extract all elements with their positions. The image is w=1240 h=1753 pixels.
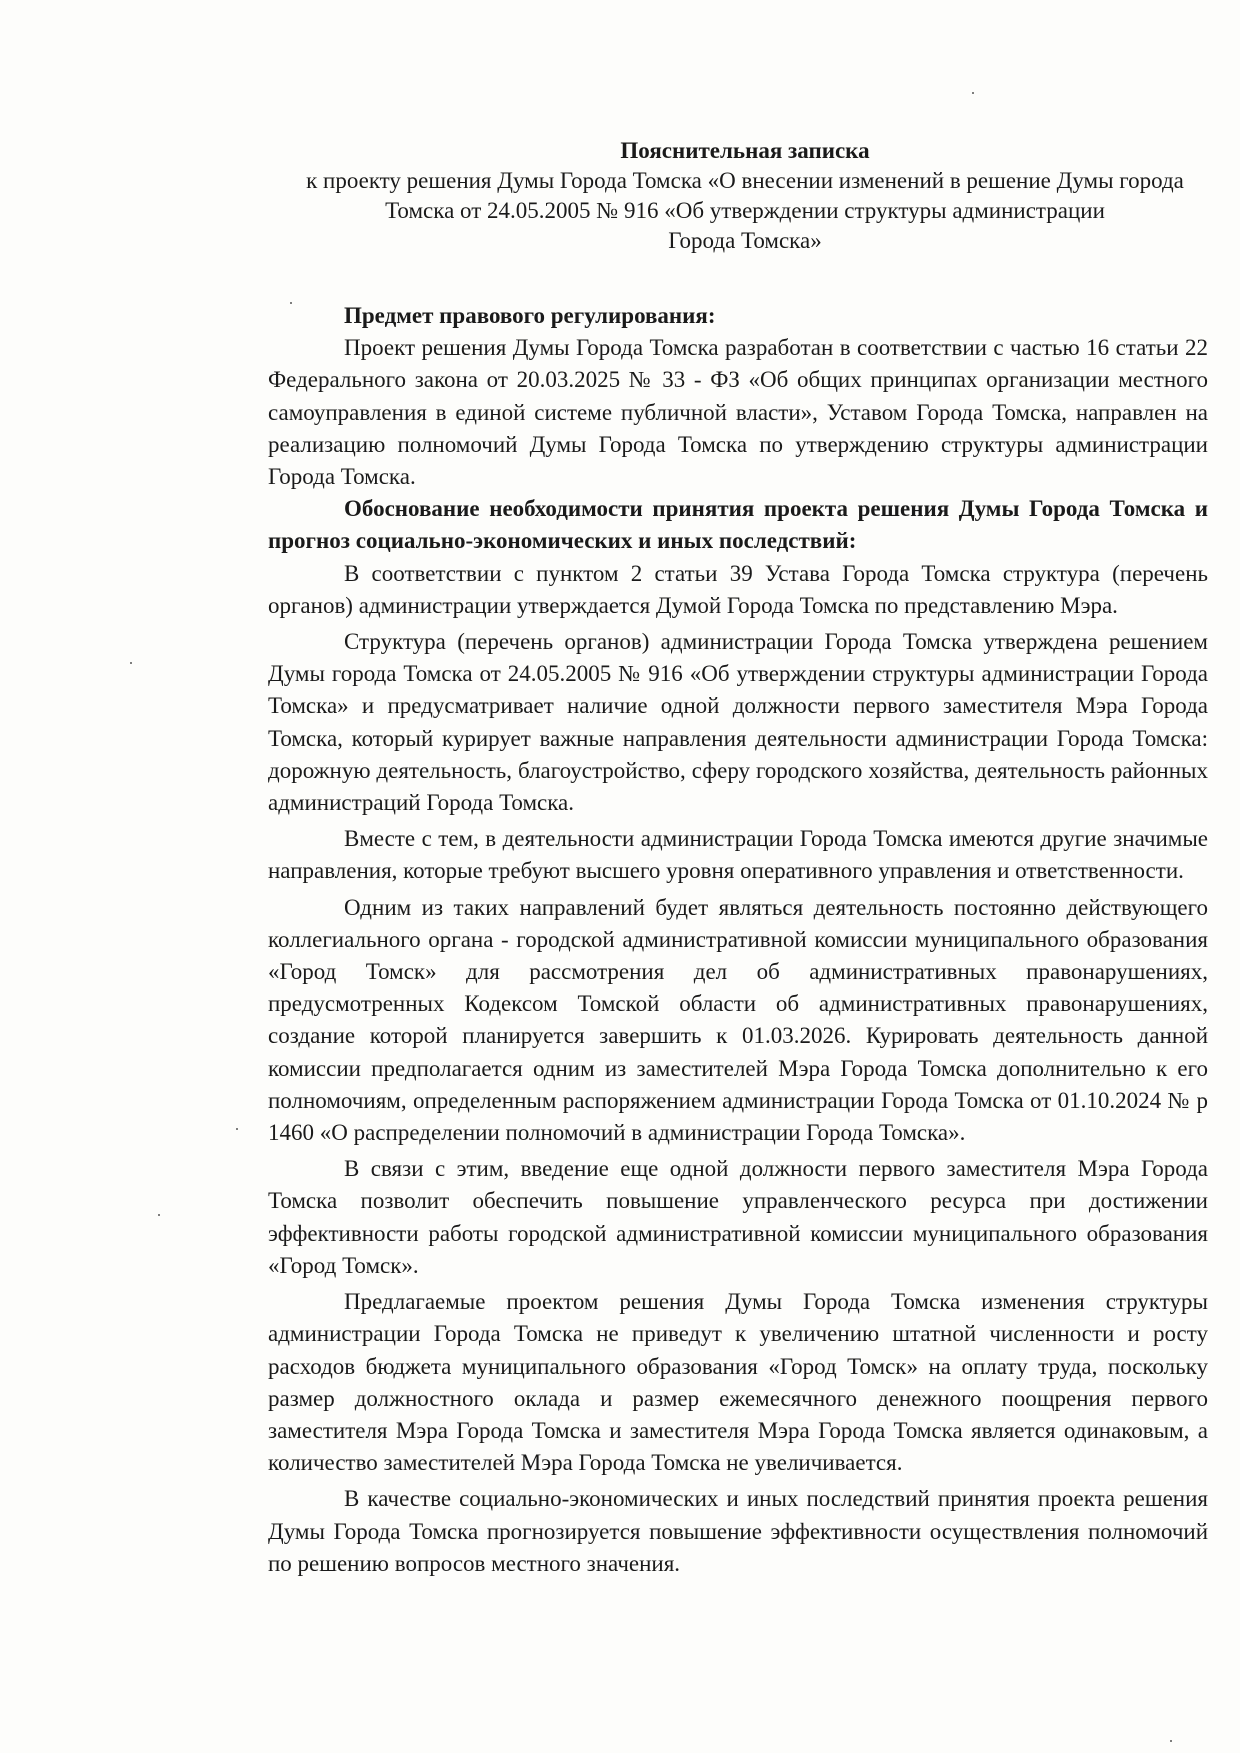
body-paragraph-1: В соответствии с пунктом 2 статьи 39 Устава Города Томска структура (перечень органов) администрации утверждается Думой Города Томска по представлению Мэра. xyxy=(268,560,1208,618)
document-heading xyxy=(270,136,1220,256)
body-paragraph-4: Одним из таких направлений будет являться деятельность постоянно действующего коллегиального органа - городской административной комиссии муниципального образования «Город Томск» для рассмотрения дел об административных правонарушениях, предусмотренных Кодексом Томской области об административных правонарушениях, создание которой планируется завершить к 01.03.2026. Курировать деятельность данной комиссии предполагается одним из заместителей Мэра Города Томска дополнительно к его полномочиям, определенным распоряжением администрации Города Томска от 01.10.2024 № р 1460 «О распределении полномочий в администрации Города Томска». xyxy=(268,894,1208,1146)
document-subtitle-line-3: Города Томска» xyxy=(668,228,822,253)
document-title: Пояснительная записка xyxy=(620,138,870,163)
subject-paragraph: Проект решения Думы Города Томска разработан в соответствии с частью 16 статьи 22 Федерального закона от 20.03.2025 № 33 - ФЗ «Об общих принципах организации местного самоуправления в единой системе публичной власти», Уставом Города Томска, направлен на реализацию полномочий Думы Города Томска по утверждению структуры администрации Города Томска. xyxy=(268,335,1208,490)
scan-speck xyxy=(158,1214,160,1216)
rationale-heading: Обоснование необходимости принятия проекта решения Думы Города Томска и прогноз социально-экономических и иных последствий: xyxy=(268,496,1208,554)
subject-heading: Предмет правового регулирования: xyxy=(344,303,716,328)
body-paragraph-6: Предлагаемые проектом решения Думы Города Томска изменения структуры администрации Города Томска не приведут к увеличению штатной численности и росту расходов бюджета муниципального образования «Город Томск» на оплату труда, поскольку размер должностного оклада и размер ежемесячного денежного поощрения первого заместителя Мэра Города Томска и заместителя Мэра Города Томска является одинаковым, а количество заместителей Мэра Города Томска не увеличивается. xyxy=(268,1289,1208,1476)
scan-speck xyxy=(236,1128,238,1130)
scan-speck xyxy=(972,92,974,94)
body-paragraph-5: В связи с этим, введение еще одной должности первого заместителя Мэра Города Томска позволит обеспечить повышение управленческого ресурса при достижении эффективности работы городской административной комиссии муниципального образования «Город Томск». xyxy=(268,1156,1208,1278)
document-body xyxy=(268,300,1208,1580)
body-paragraph-7: В качестве социально-экономических и иных последствий принятия проекта решения Думы Города Томска прогнозируется повышение эффективности осуществления полномочий по решению вопросов местного значения. xyxy=(268,1486,1208,1576)
document-subtitle-line-2: Томска от 24.05.2005 № 916 «Об утверждении структуры администрации xyxy=(385,198,1105,223)
body-paragraph-2: Структура (перечень органов) администрации Города Томска утверждена решением Думы города Томска от 24.05.2005 № 916 «Об утверждении структуры администрации Города Томска» и предусматривает наличие одной должности первого заместителя Мэра Города Томска, который курирует важные направления деятельности администрации Города Томска: дорожную деятельность, благоустройство, сферу городского хозяйства, деятельность районных администраций Города Томска. xyxy=(268,629,1208,816)
body-paragraph-3: Вместе с тем, в деятельности администрации Города Томска имеются другие значимые направления, которые требуют высшего уровня оперативного управления и ответственности. xyxy=(268,826,1208,884)
scan-speck xyxy=(130,662,132,664)
scan-speck xyxy=(1170,1740,1172,1742)
document-subtitle-line-1: к проекту решения Думы Города Томска «О внесении изменений в решение Думы города xyxy=(306,168,1184,193)
